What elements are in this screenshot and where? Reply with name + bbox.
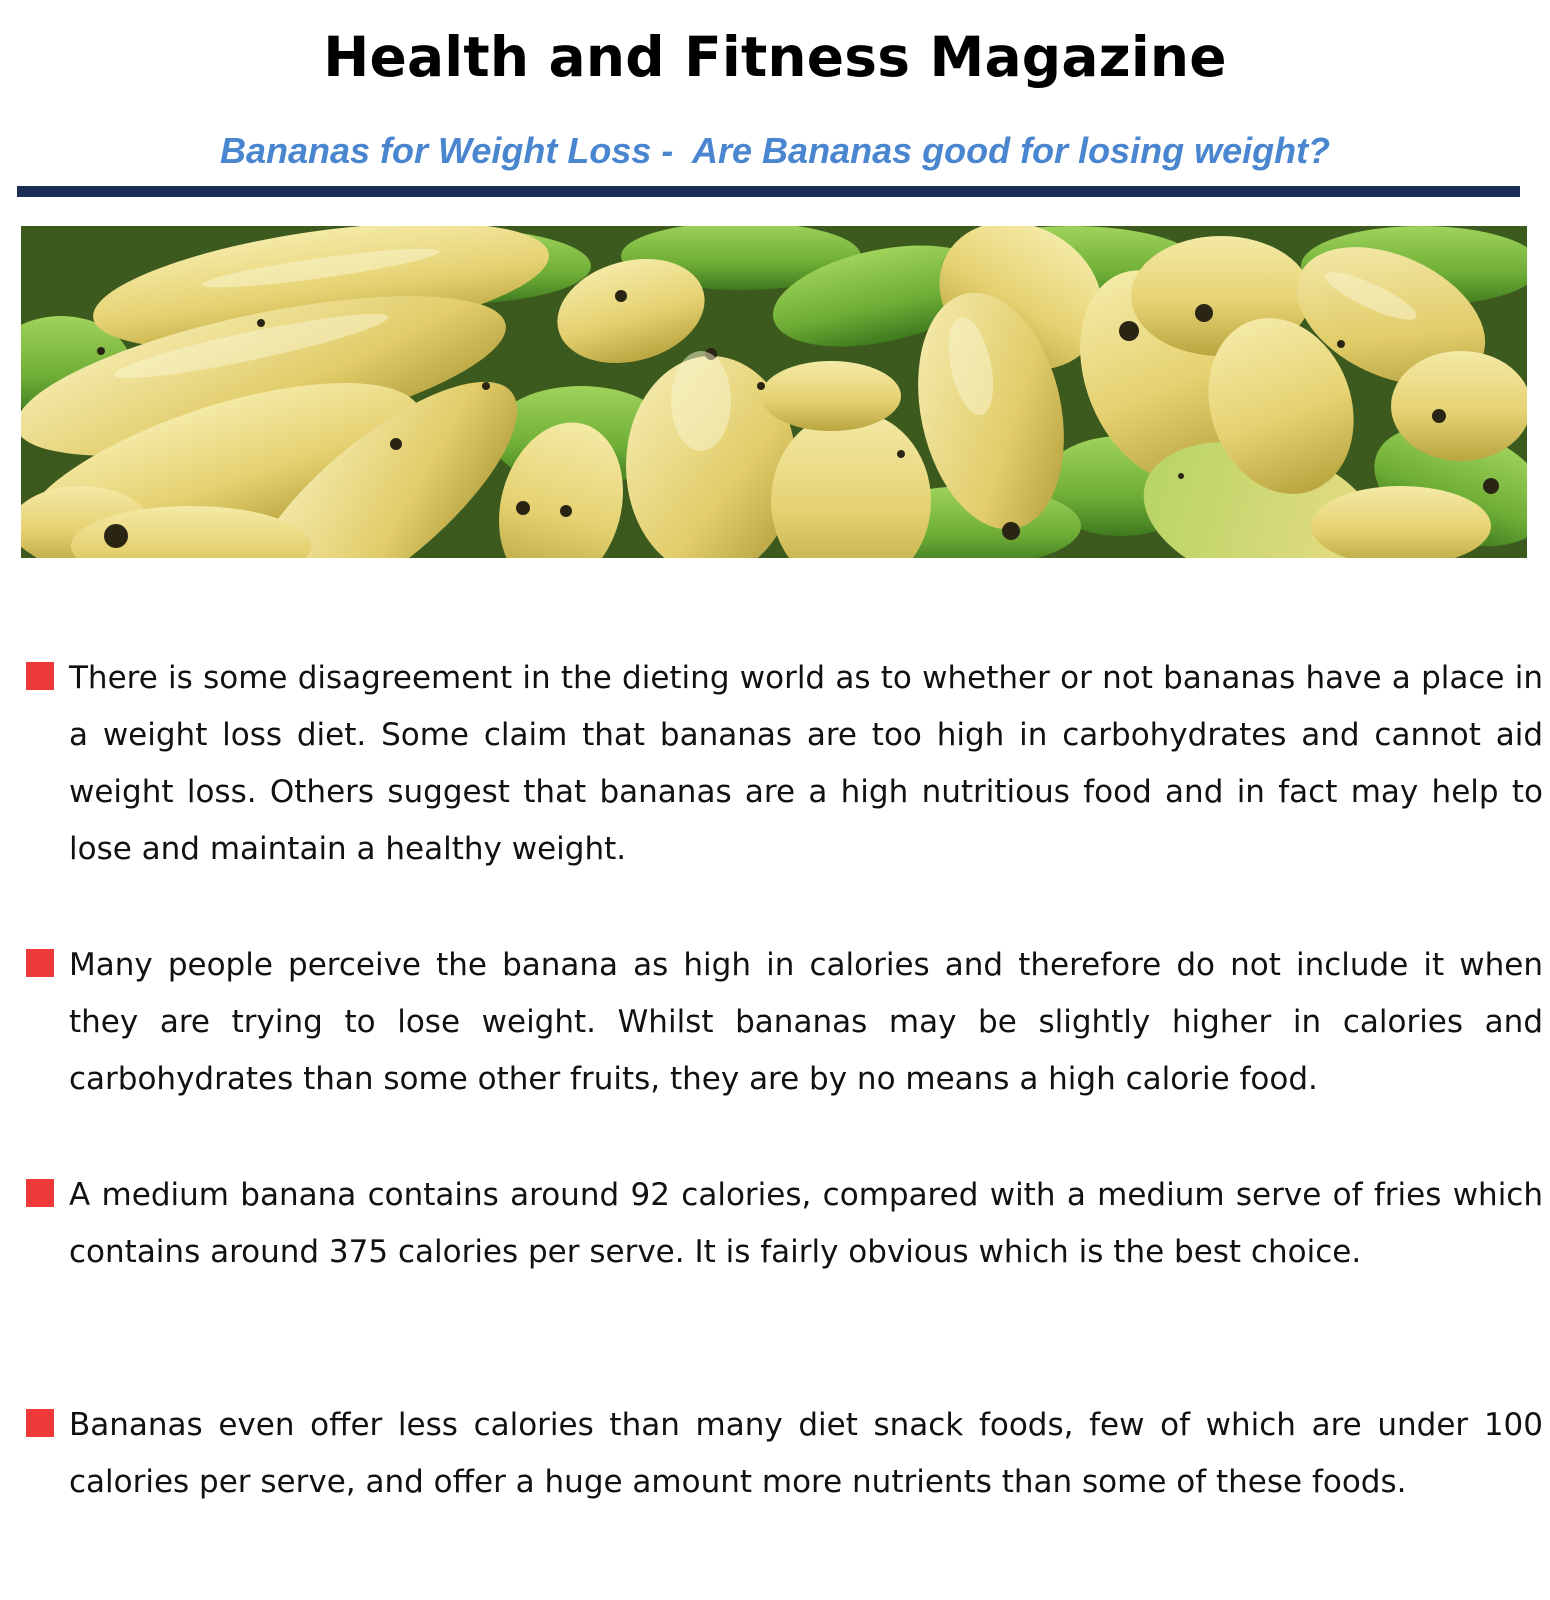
article-subtitle: Bananas for Weight Loss - Are Bananas good for losing weight? xyxy=(219,130,1331,171)
bullet-text: Bananas even offer less calories than many diet snack foods, few of which are under 100 calories per serve, and offer a huge amount more nutrients than some of these foods. xyxy=(69,1407,1543,1500)
bullet-text: There is some disagreement in the dieting world as to whether or not bananas have a place in a weight loss diet. Some claim that bananas are too high in carbohydrates and cannot aid weight loss. Others suggest that bananas are a high nutritious food and in fact may help to lose and maintain a healthy weight. xyxy=(69,660,1543,867)
red-square-bullet-icon xyxy=(26,662,54,690)
red-square-bullet-icon xyxy=(26,1179,54,1207)
magazine-title: Health and Fitness Magazine xyxy=(323,25,1227,89)
red-square-bullet-icon xyxy=(26,1409,54,1437)
bullet-text: A medium banana contains around 92 calories, compared with a medium serve of fries which contains around 375 calories per serve. It is fairly obvious which is the best choice. xyxy=(69,1177,1543,1270)
red-square-bullet-icon xyxy=(26,949,54,977)
bullet-text: Many people perceive the banana as high in calories and therefore do not include it when they are trying to lose weight. Whilst bananas may be slightly higher in calories and carbohydrates than some other fruits, they are by no means a high calorie food. xyxy=(69,947,1543,1097)
